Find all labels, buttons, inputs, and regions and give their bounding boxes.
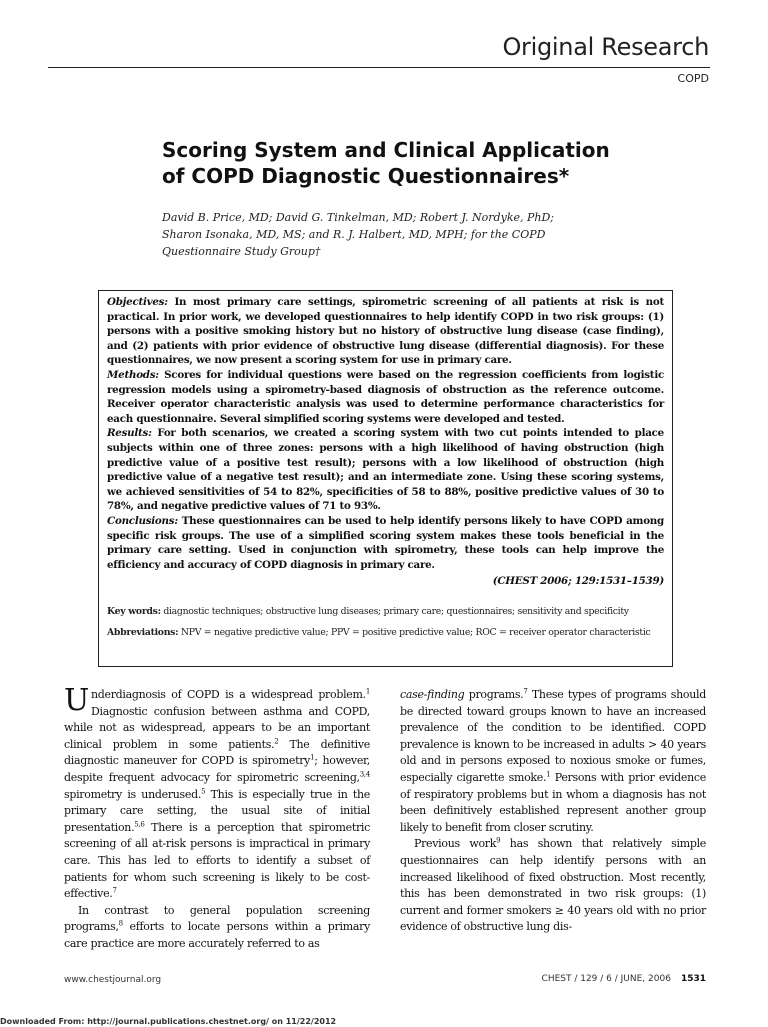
title-line-1: Scoring System and Clinical Application — [162, 138, 610, 162]
objectives-text: In most primary care settings, spirometric screening of all patients at risk is not practical. In prior work, we developed questionnaires to help identify COPD in two risk groups: (1) persons with a positive smoking history but no history of obstructive lung disease (case finding), and (2) patients with prior evidence of obstructive lung disease (differential diagnosis). For these questionnaires, we now present a scoring system for use in primary care. — [107, 296, 664, 367]
text-run: efforts to locate persons within a primary care practice are more accurately referred to as — [64, 920, 370, 950]
reference-marker: 3,4 — [359, 770, 370, 779]
keywords-label: Key words: — [107, 605, 161, 617]
article-title — [162, 137, 682, 189]
abstract-methods — [107, 368, 664, 426]
authors-line-1: David B. Price, MD; David G. Tinkelman, MD; Robert J. Nordyke, PhD; — [162, 211, 554, 224]
authors-line-3: Questionnaire Study Group† — [162, 245, 321, 258]
body-paragraph — [400, 836, 706, 936]
author-list — [162, 209, 632, 260]
reference-marker: 9 — [496, 836, 501, 845]
abstract-results — [107, 426, 664, 514]
text-run: In contrast to general population screening programs, — [64, 903, 370, 934]
reference-marker: 7 — [523, 687, 528, 696]
italic-term: case-finding — [400, 688, 465, 701]
abbreviations-text: NPV = negative predictive value; PPV = positive predictive value; ROC = receiver operator characteristic — [178, 626, 651, 638]
key-words — [107, 606, 664, 618]
results-label: Results: — [107, 427, 152, 440]
text-run: There is a perception that spirometric screening of all at-risk persons is impractical in primary care. This has led to efforts to identify a subset of patients for whom such screening is likely to be cost-effective. — [64, 820, 370, 901]
methods-text: Scores for individual questions were based on the regression coefficients from logistic regression models using a spirometry-based diagnosis of obstruction as the reference outcome. Receiver operator characteristic analysis was used to determine performance characteristics for each questionnaire. Several simplified scoring systems were developed and tested. — [107, 368, 664, 425]
text-run: programs. — [464, 688, 524, 701]
reference-marker: 1 — [365, 687, 370, 696]
text-run: Previous work — [414, 837, 497, 851]
conclusions-text: These questionnaires can be used to help identify persons likely to have COPD among specific risk groups. The use of a simplified scoring system makes these tools beneficial in the primary care setting. Used in conjunction with spirometry, these tools can help improve the efficiency and accuracy of COPD diagnosis in primary care. — [107, 514, 664, 571]
text-run: has shown that relatively simple questionnaires can help identify persons with an increased likelihood of fixed obstruction. Most recently, this has been demonstrated in two risk groups: (1) current and former smokers ≥ 40 years old with no prior evidence of obstructive lung dis- — [400, 837, 706, 934]
abbreviations — [107, 627, 664, 639]
body-column-right — [400, 687, 706, 936]
text-run: ; however, despite frequent advocacy for spirometric screening, — [64, 754, 370, 784]
reference-marker: 5,6 — [134, 820, 145, 829]
text-run: This is especially true in the primary care setting, the usual site of initial presentation. — [64, 787, 370, 834]
citation: (CHEST 2006; 129:1531–1539) — [492, 575, 664, 588]
header-section: COPD — [677, 72, 709, 85]
text-run: Diagnostic confusion between asthma and COPD, while not as widespread, appears to be an important clinical problem in some patients. — [64, 704, 370, 751]
header-title: Original Research — [502, 33, 709, 61]
abstract-body — [107, 295, 664, 589]
footer-journal-info — [542, 973, 706, 985]
download-notice: Downloaded From: http://journal.publications.chestnet.org/ on 11/22/2012 — [0, 1017, 337, 1026]
reference-marker: 7 — [112, 886, 117, 895]
reference-marker: 5 — [201, 786, 206, 795]
text-run: spirometry is underused. — [64, 787, 202, 801]
body-column-left — [64, 683, 370, 953]
conclusions-label: Conclusions: — [107, 514, 178, 527]
methods-label: Methods: — [107, 368, 159, 381]
body-paragraph — [64, 683, 370, 903]
text-run: The definitive diagnostic maneuver for COPD is spirometry — [64, 737, 370, 768]
header-rule — [48, 67, 710, 68]
footer-url: www.chestjournal.org — [64, 975, 162, 985]
text-run: nderdiagnosis of COPD is a widespread problem. — [90, 688, 366, 701]
abstract-objectives — [107, 295, 664, 368]
title-line-2: of COPD Diagnostic Questionnaires* — [162, 164, 570, 188]
body-paragraph — [400, 687, 706, 836]
drop-cap: U — [64, 683, 89, 718]
authors-line-2: Sharon Isonaka, MD, MS; and R. J. Halbert, MD, MPH; for the COPD — [162, 228, 546, 241]
abbreviations-label: Abbreviations: — [107, 626, 179, 638]
objectives-label: Objectives: — [107, 296, 168, 308]
page-number: 1531 — [680, 974, 706, 984]
abstract-conclusions — [107, 514, 664, 572]
keywords-text: diagnostic techniques; obstructive lung diseases; primary care; questionnaires; sensitivity and specificity — [160, 605, 629, 617]
text-run: These types of programs should be directed toward groups known to have an increased prevalence of the condition to be identified. COPD prevalence is known to be increased in adults > 40 years old and in persons exposed to noxious smoke or fumes, especially cigarette smoke. — [400, 688, 706, 784]
reference-marker: 2 — [274, 737, 279, 746]
results-text: For both scenarios, we created a scoring system with two cut points intended to place subjects within one of three zones: persons with a high likelihood of having obstruction (high predictive value of a positive test result); persons with a low likelihood of obstruction (high predictive value of a negative test result); and an intermediate zone. Using these scoring systems, we achieved sensitivities of 54 to 82%, specificities of 58 to 88%, positive predictive values of 30 to 78%, and negative predictive values of 71 to 93%. — [107, 427, 664, 513]
text-run: Persons with prior evidence of respiratory problems but in whom a diagnosis has not been definitively established represent another group likely to benefit from closer scrutiny. — [400, 770, 706, 834]
reference-marker: 1 — [310, 753, 315, 762]
reference-marker: 1 — [546, 770, 551, 779]
body-paragraph — [64, 903, 370, 953]
journal-issue: CHEST / 129 / 6 / JUNE, 2006 — [541, 974, 671, 984]
reference-marker: 8 — [118, 919, 123, 928]
abstract-box — [98, 290, 673, 667]
